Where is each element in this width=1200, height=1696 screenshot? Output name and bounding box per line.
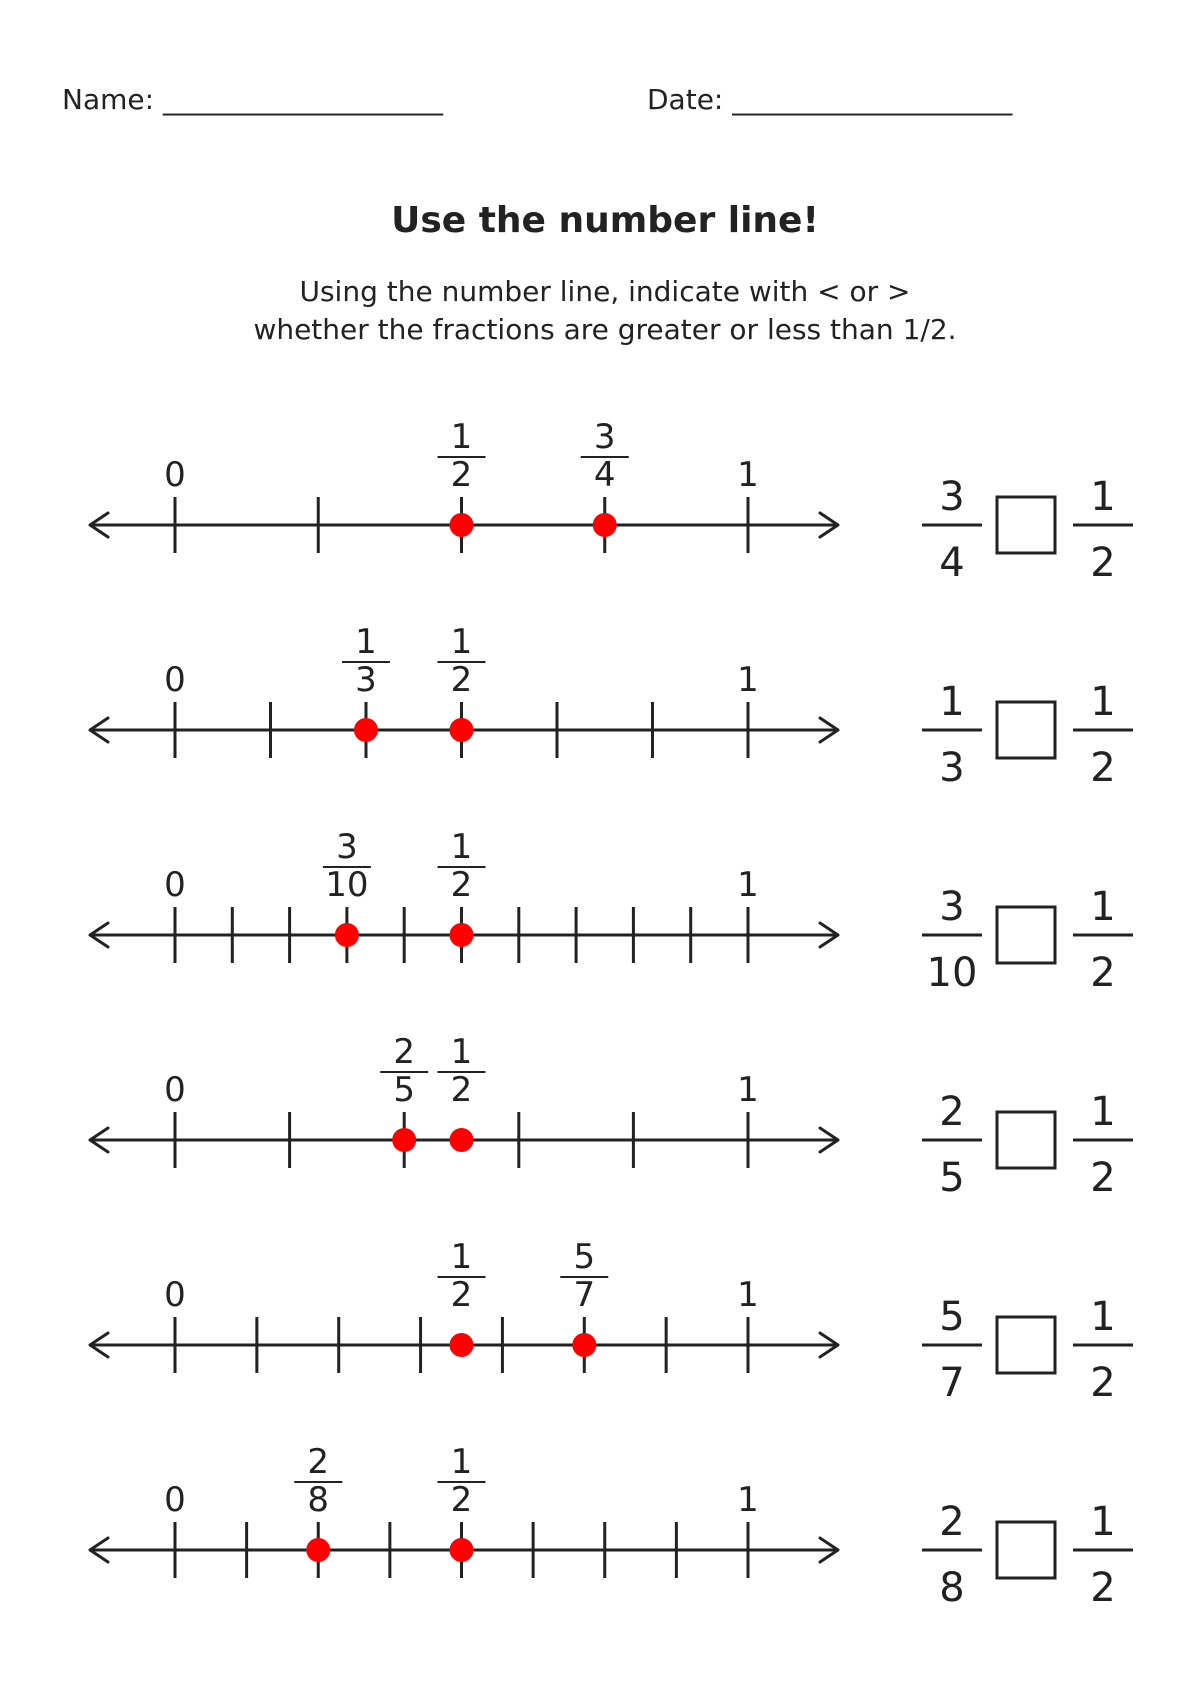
answer-box[interactable]	[997, 1317, 1055, 1373]
fraction-point	[572, 1333, 596, 1357]
answer-box[interactable]	[997, 702, 1055, 758]
fraction-label-numerator: 5	[573, 1237, 596, 1277]
half-label-numerator: 1	[450, 622, 473, 662]
fraction-label-denominator: 7	[573, 1275, 596, 1315]
half-point	[450, 1333, 474, 1357]
label-zero: 0	[164, 455, 186, 495]
compare-fraction-numerator: 3	[939, 884, 965, 930]
half-label-numerator: 1	[450, 1032, 473, 1072]
compare-fraction-numerator: 2	[939, 1499, 965, 1545]
page-title: Use the number line!	[391, 200, 819, 241]
compare-half-numerator: 1	[1090, 1499, 1116, 1545]
compare-fraction-numerator: 5	[939, 1294, 965, 1340]
compare-fraction-numerator: 1	[939, 679, 965, 725]
compare-half-denominator: 2	[1090, 950, 1116, 996]
half-label-numerator: 1	[450, 827, 473, 867]
compare-half-numerator: 1	[1090, 884, 1116, 930]
fraction-label-denominator: 3	[355, 660, 377, 700]
fraction-label-denominator: 5	[393, 1070, 416, 1110]
label-one: 1	[737, 1070, 759, 1110]
fraction-point	[335, 923, 359, 947]
half-point	[450, 923, 474, 947]
compare-fraction-numerator: 3	[939, 474, 965, 520]
label-one: 1	[737, 455, 759, 495]
label-one: 1	[737, 865, 759, 905]
compare-half-denominator: 2	[1090, 1155, 1116, 1201]
compare-fraction-denominator: 10	[926, 950, 978, 996]
compare-fraction-numerator: 2	[939, 1089, 965, 1135]
half-label-numerator: 1	[450, 1442, 473, 1482]
half-label-denominator: 2	[450, 1275, 473, 1315]
fraction-label-numerator: 2	[307, 1442, 330, 1482]
fraction-label-denominator: 8	[307, 1480, 330, 1520]
problem-2	[90, 622, 1133, 791]
compare-half-denominator: 2	[1090, 1360, 1116, 1406]
fraction-label-numerator: 2	[393, 1032, 416, 1072]
half-label-numerator: 1	[450, 417, 473, 457]
fraction-label-numerator: 3	[336, 827, 358, 867]
label-zero: 0	[164, 1275, 186, 1315]
answer-box[interactable]	[997, 1112, 1055, 1168]
fraction-point	[354, 718, 378, 742]
name-field[interactable]: Name: ____________________	[62, 83, 443, 116]
half-label-denominator: 2	[450, 1480, 473, 1520]
half-point	[450, 718, 474, 742]
compare-fraction-denominator: 8	[939, 1565, 965, 1611]
half-label-denominator: 2	[450, 1070, 473, 1110]
compare-fraction-denominator: 5	[939, 1155, 965, 1201]
label-zero: 0	[164, 660, 186, 700]
fraction-point	[392, 1128, 416, 1152]
compare-half-numerator: 1	[1090, 1294, 1116, 1340]
compare-half-numerator: 1	[1090, 679, 1116, 725]
compare-half-denominator: 2	[1090, 745, 1116, 791]
answer-box[interactable]	[997, 907, 1055, 963]
problem-3	[90, 827, 1133, 996]
fraction-point	[593, 513, 617, 537]
instructions-line-1: Using the number line, indicate with < or >	[299, 275, 911, 308]
label-zero: 0	[164, 865, 186, 905]
half-label-denominator: 2	[450, 660, 473, 700]
label-one: 1	[737, 660, 759, 700]
half-point	[450, 1128, 474, 1152]
problem-5	[90, 1237, 1133, 1406]
half-point	[450, 1538, 474, 1562]
answer-box[interactable]	[997, 497, 1055, 553]
answer-box[interactable]	[997, 1522, 1055, 1578]
compare-half-denominator: 2	[1090, 1565, 1116, 1611]
fraction-label-numerator: 3	[593, 417, 616, 457]
problem-4	[90, 1032, 1133, 1201]
label-zero: 0	[164, 1070, 186, 1110]
compare-fraction-denominator: 4	[939, 540, 965, 586]
problem-6	[90, 1442, 1133, 1611]
fraction-label-denominator: 4	[593, 455, 616, 495]
compare-half-numerator: 1	[1090, 474, 1116, 520]
label-one: 1	[737, 1480, 759, 1520]
fraction-label-denominator: 10	[325, 865, 369, 905]
compare-fraction-denominator: 7	[939, 1360, 965, 1406]
label-zero: 0	[164, 1480, 186, 1520]
date-field[interactable]: Date: ____________________	[647, 83, 1013, 116]
label-one: 1	[737, 1275, 759, 1315]
half-point	[450, 513, 474, 537]
compare-half-numerator: 1	[1090, 1089, 1116, 1135]
half-label-denominator: 2	[450, 865, 473, 905]
fraction-point	[306, 1538, 330, 1562]
instructions-line-2: whether the fractions are greater or less than 1/2.	[253, 313, 957, 346]
half-label-numerator: 1	[450, 1237, 473, 1277]
fraction-label-numerator: 1	[355, 622, 377, 662]
compare-half-denominator: 2	[1090, 540, 1116, 586]
half-label-denominator: 2	[450, 455, 473, 495]
problem-1	[90, 417, 1133, 586]
compare-fraction-denominator: 3	[939, 745, 965, 791]
